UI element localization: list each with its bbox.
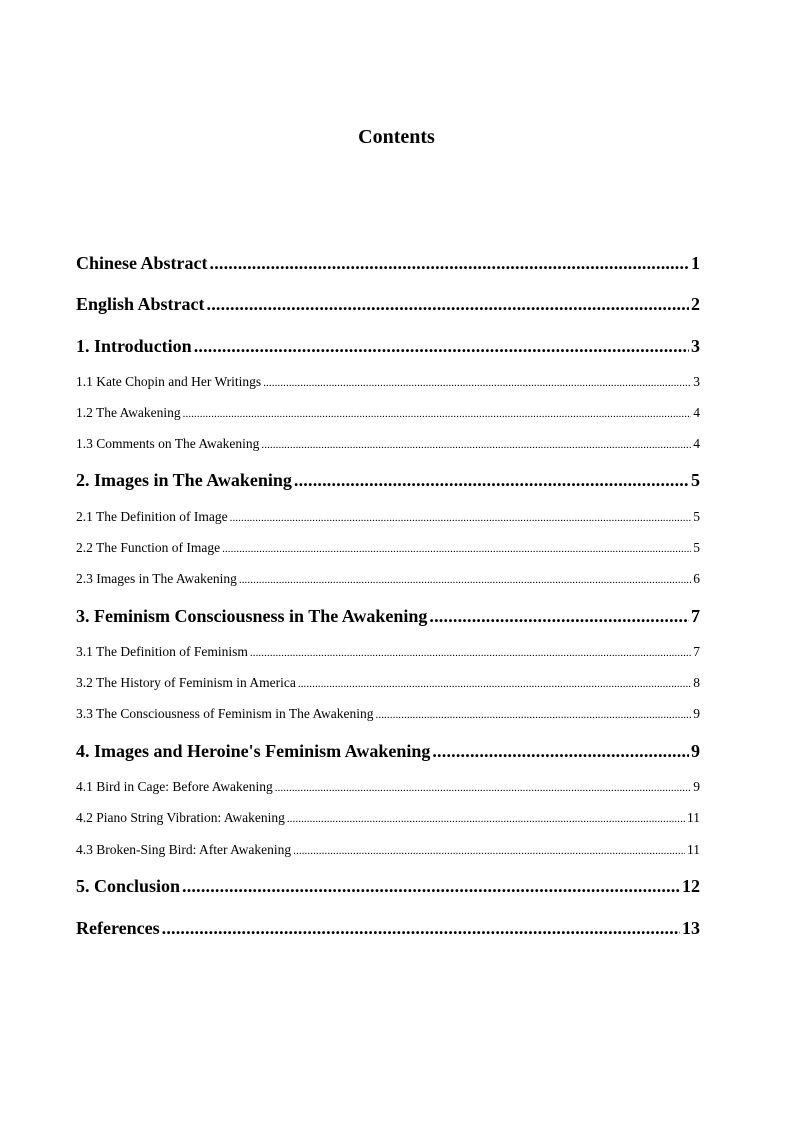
dot-leader bbox=[222, 539, 691, 558]
toc-entry[interactable] bbox=[76, 508, 700, 527]
toc-entry[interactable] bbox=[76, 293, 700, 315]
toc-entry-label: 5. Conclusion bbox=[76, 876, 181, 896]
dot-leader bbox=[210, 252, 690, 274]
toc-entry-label: 1. Introduction bbox=[76, 336, 192, 356]
toc-entry-page: 9 bbox=[693, 779, 700, 794]
toc-entry-page: 3 bbox=[691, 336, 700, 356]
toc-entry-page: 5 bbox=[691, 470, 700, 490]
toc-entry-page: 4 bbox=[693, 405, 700, 420]
toc-entry-page: 2 bbox=[691, 294, 700, 314]
toc-entry[interactable] bbox=[76, 917, 700, 939]
toc-entry-page: 3 bbox=[693, 374, 700, 389]
dot-leader bbox=[263, 373, 691, 392]
dot-leader bbox=[239, 570, 691, 589]
toc-entry-label: 4.1 Bird in Cage: Before Awakening bbox=[76, 779, 273, 794]
dot-leader bbox=[194, 335, 689, 357]
toc-entry-label: 4.3 Broken-Sing Bird: After Awakening bbox=[76, 842, 292, 857]
dot-leader bbox=[294, 469, 689, 491]
toc-entry-label: References bbox=[76, 918, 160, 938]
toc-entry[interactable] bbox=[76, 539, 700, 558]
dot-leader bbox=[207, 293, 689, 315]
dot-leader bbox=[261, 435, 691, 454]
toc-entry[interactable] bbox=[76, 841, 700, 860]
toc-entry[interactable] bbox=[76, 778, 700, 797]
toc-entry-page: 6 bbox=[693, 571, 700, 586]
toc-entry[interactable] bbox=[76, 469, 700, 491]
dot-leader bbox=[250, 643, 691, 662]
toc-entry-label: 3.2 The History of Feminism in America bbox=[76, 675, 296, 690]
dot-leader bbox=[230, 508, 692, 527]
toc-entry[interactable] bbox=[76, 252, 700, 274]
toc-entry-page: 8 bbox=[693, 675, 700, 690]
toc-entry-label: 1.3 Comments on The Awakening bbox=[76, 436, 260, 451]
toc-entry[interactable] bbox=[76, 705, 700, 724]
toc-entry[interactable] bbox=[76, 435, 700, 454]
toc-entry-page: 5 bbox=[693, 509, 700, 524]
toc-entry-page: 7 bbox=[691, 606, 700, 626]
dot-leader bbox=[429, 605, 689, 627]
dot-leader bbox=[287, 809, 685, 828]
toc-entry-page: 7 bbox=[693, 644, 700, 659]
toc-entry-page: 12 bbox=[682, 876, 700, 896]
toc-entry[interactable] bbox=[76, 373, 700, 392]
toc-entry[interactable] bbox=[76, 674, 700, 693]
page-title: Contents bbox=[358, 126, 435, 148]
toc-entry-page: 1 bbox=[691, 253, 700, 273]
toc-entry-page: 4 bbox=[693, 436, 700, 451]
dot-leader bbox=[183, 404, 692, 423]
toc-entry-label: 2.2 The Function of Image bbox=[76, 540, 221, 555]
toc-entry-label: 1.2 The Awakening bbox=[76, 405, 181, 420]
toc-entry-page: 11 bbox=[687, 842, 700, 857]
toc-entry-page: 13 bbox=[682, 918, 700, 938]
toc-entry[interactable] bbox=[76, 404, 700, 423]
toc-entry[interactable] bbox=[76, 740, 700, 762]
toc-entry-label: 3.1 The Definition of Feminism bbox=[76, 644, 248, 659]
toc-entry-label: 4. Images and Heroine's Feminism Awakening bbox=[76, 741, 431, 761]
dot-leader bbox=[162, 917, 680, 939]
toc-entry[interactable] bbox=[76, 605, 700, 627]
dot-leader bbox=[432, 740, 689, 762]
toc-entry[interactable] bbox=[76, 643, 700, 662]
dot-leader bbox=[298, 674, 691, 693]
toc-entry-label: 4.2 Piano String Vibration: Awakening bbox=[76, 810, 285, 825]
toc-entry-label: 2.3 Images in The Awakening bbox=[76, 571, 237, 586]
toc-entry[interactable] bbox=[76, 809, 700, 828]
toc-entry-label: 2. Images in The Awakening bbox=[76, 470, 292, 490]
dot-leader bbox=[376, 705, 692, 724]
toc-entry-label: English Abstract bbox=[76, 294, 205, 314]
toc-entry-page: 9 bbox=[693, 706, 700, 721]
toc-entry[interactable] bbox=[76, 570, 700, 589]
toc-entry[interactable] bbox=[76, 875, 700, 897]
toc-entry-label: 2.1 The Definition of Image bbox=[76, 509, 228, 524]
dot-leader bbox=[182, 875, 680, 897]
toc-entry[interactable] bbox=[76, 335, 700, 357]
dot-leader bbox=[293, 841, 685, 860]
toc-entry-label: 1.1 Kate Chopin and Her Writings bbox=[76, 374, 262, 389]
toc-entry-page: 9 bbox=[691, 741, 700, 761]
toc-entry-label: 3. Feminism Consciousness in The Awakening bbox=[76, 606, 428, 626]
dot-leader bbox=[275, 778, 692, 797]
toc-entry-label: 3.3 The Consciousness of Feminism in The Awakening bbox=[76, 706, 374, 721]
toc-entry-label: Chinese Abstract bbox=[76, 253, 208, 273]
toc-entry-page: 5 bbox=[693, 540, 700, 555]
toc-entry-page: 11 bbox=[687, 810, 700, 825]
